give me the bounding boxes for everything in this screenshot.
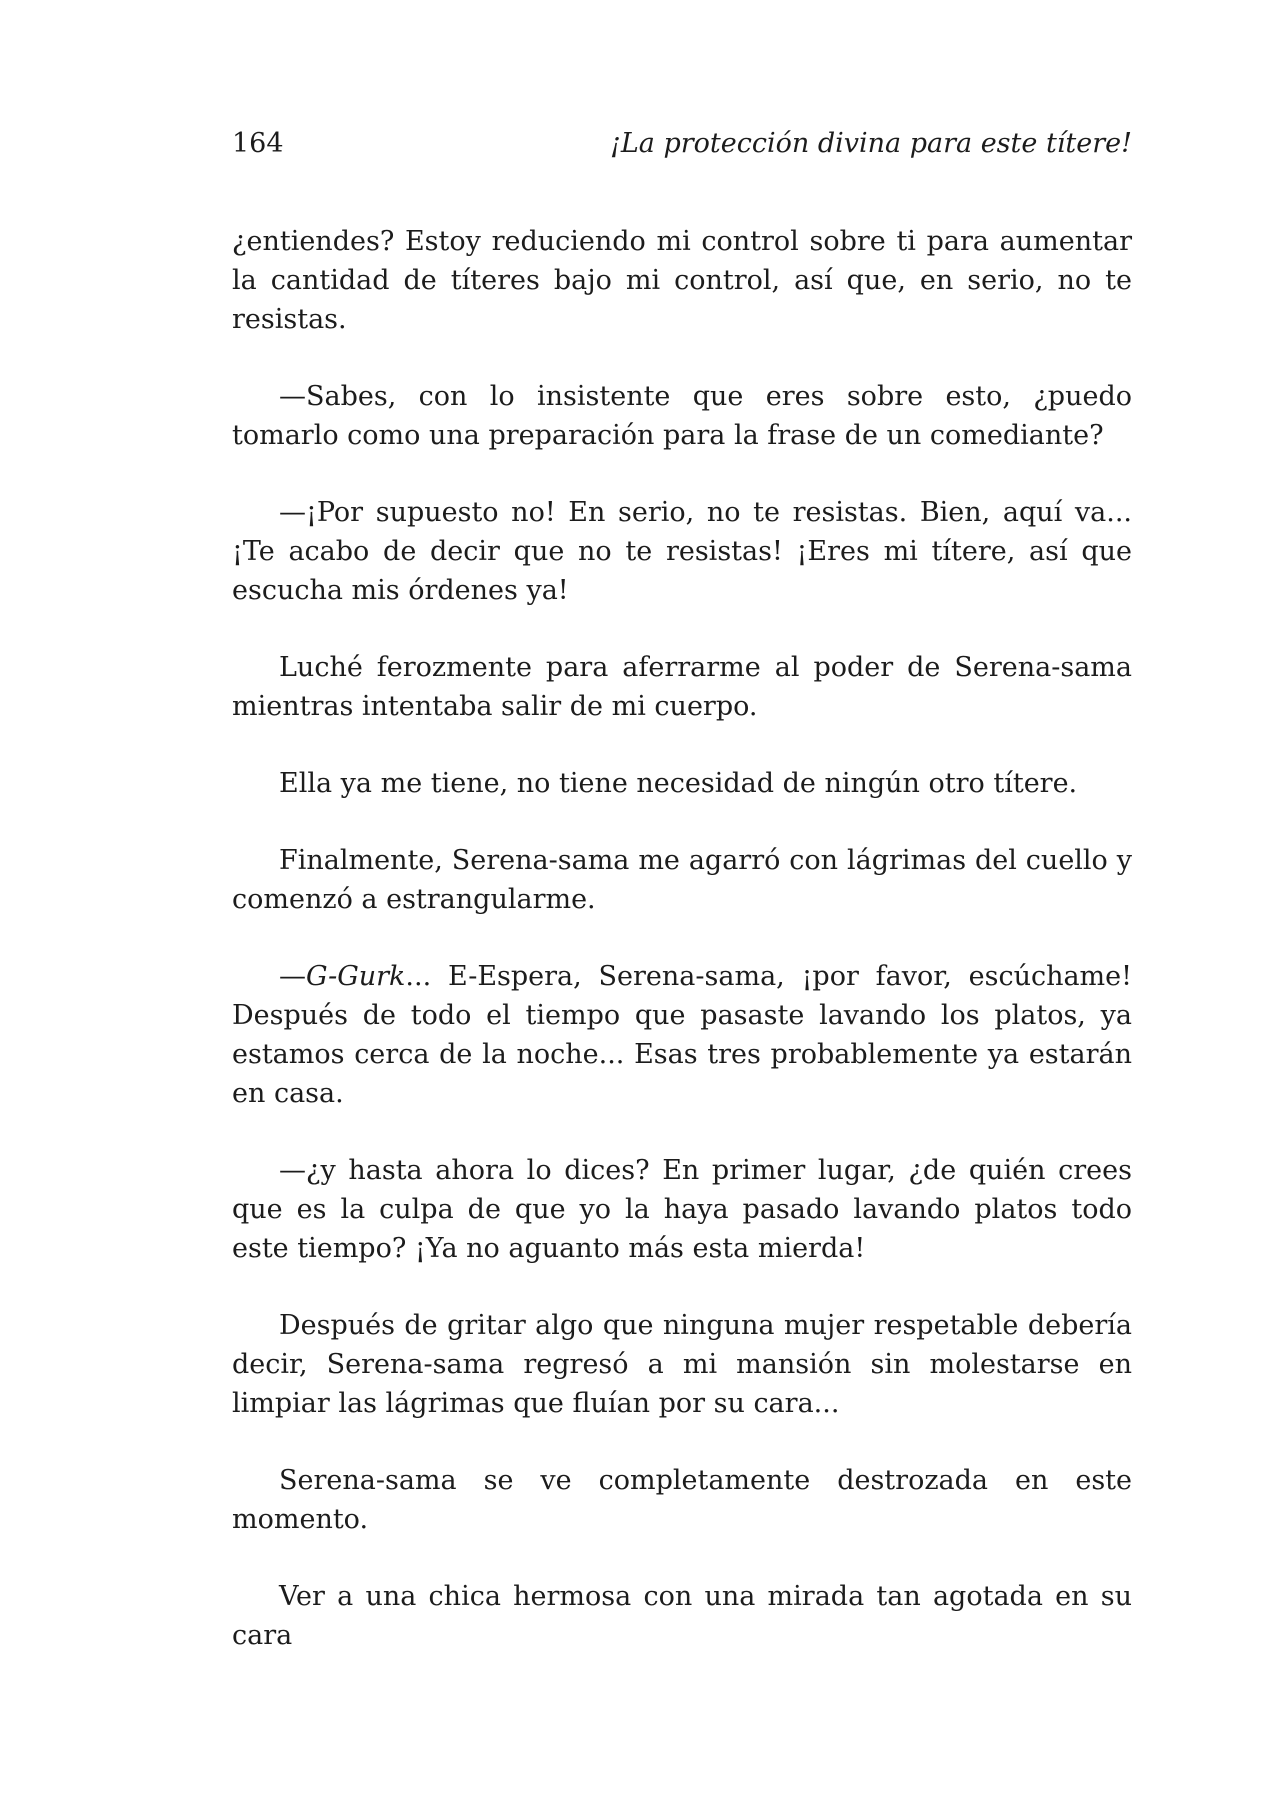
paragraph: —¿y hasta ahora lo dices? En primer lugar, ¿de quién crees que es la culpa de que yo la haya pasado lavando platos todo este tiempo? ¡Ya no aguanto más esta mierda!	[232, 1155, 1132, 1264]
paragraph-text: ... E-Espera, Serena-sama, ¡por favor, escúchame! Después de todo el tiempo que pasaste lavando los platos, ya estamos cerca de la noche... Esas tres probablemente ya estarán en casa.	[232, 961, 1132, 1109]
paragraph	[232, 957, 1132, 1113]
paragraph: Luché ferozmente para aferrarme al poder de Serena-sama mientras intentaba salir de mi cuerpo.	[232, 652, 1132, 722]
paragraph: Ver a una chica hermosa con una mirada tan agotada en su cara	[232, 1581, 1132, 1651]
paragraph: —¡Por supuesto no! En serio, no te resistas. Bien, aquí va... ¡Te acabo de decir que no te resistas! ¡Eres mi títere, así que escucha mis órdenes ya!	[232, 497, 1132, 606]
paragraph: Ella ya me tiene, no tiene necesidad de ningún otro títere.	[279, 768, 1078, 799]
book-title: ¡La protección divina para este títere!	[610, 128, 1132, 159]
dialogue-dash: —	[279, 961, 306, 992]
paragraph: Después de gritar algo que ninguna mujer respetable debería decir, Serena-sama regresó a mi mansión sin molestarse en limpiar las lágrimas que fluían por su cara...	[232, 1310, 1132, 1419]
paragraph: Finalmente, Serena-sama me agarró con lágrimas del cuello y comenzó a estrangularme.	[232, 845, 1132, 915]
paragraph: Serena-sama se ve completamente destrozada en este momento.	[232, 1465, 1132, 1535]
paragraph: —Sabes, con lo insistente que eres sobre esto, ¿puedo tomarlo como una preparación para la frase de un comediante?	[232, 381, 1132, 451]
body-text	[232, 222, 1132, 1693]
page-number: 164	[232, 128, 284, 159]
paragraph: ¿entiendes? Estoy reduciendo mi control sobre ti para aumentar la cantidad de títeres bajo mi control, así que, en serio, no te resistas.	[232, 226, 1132, 335]
running-head	[232, 128, 1132, 168]
italic-sound-effect: G-Gurk	[306, 961, 406, 992]
